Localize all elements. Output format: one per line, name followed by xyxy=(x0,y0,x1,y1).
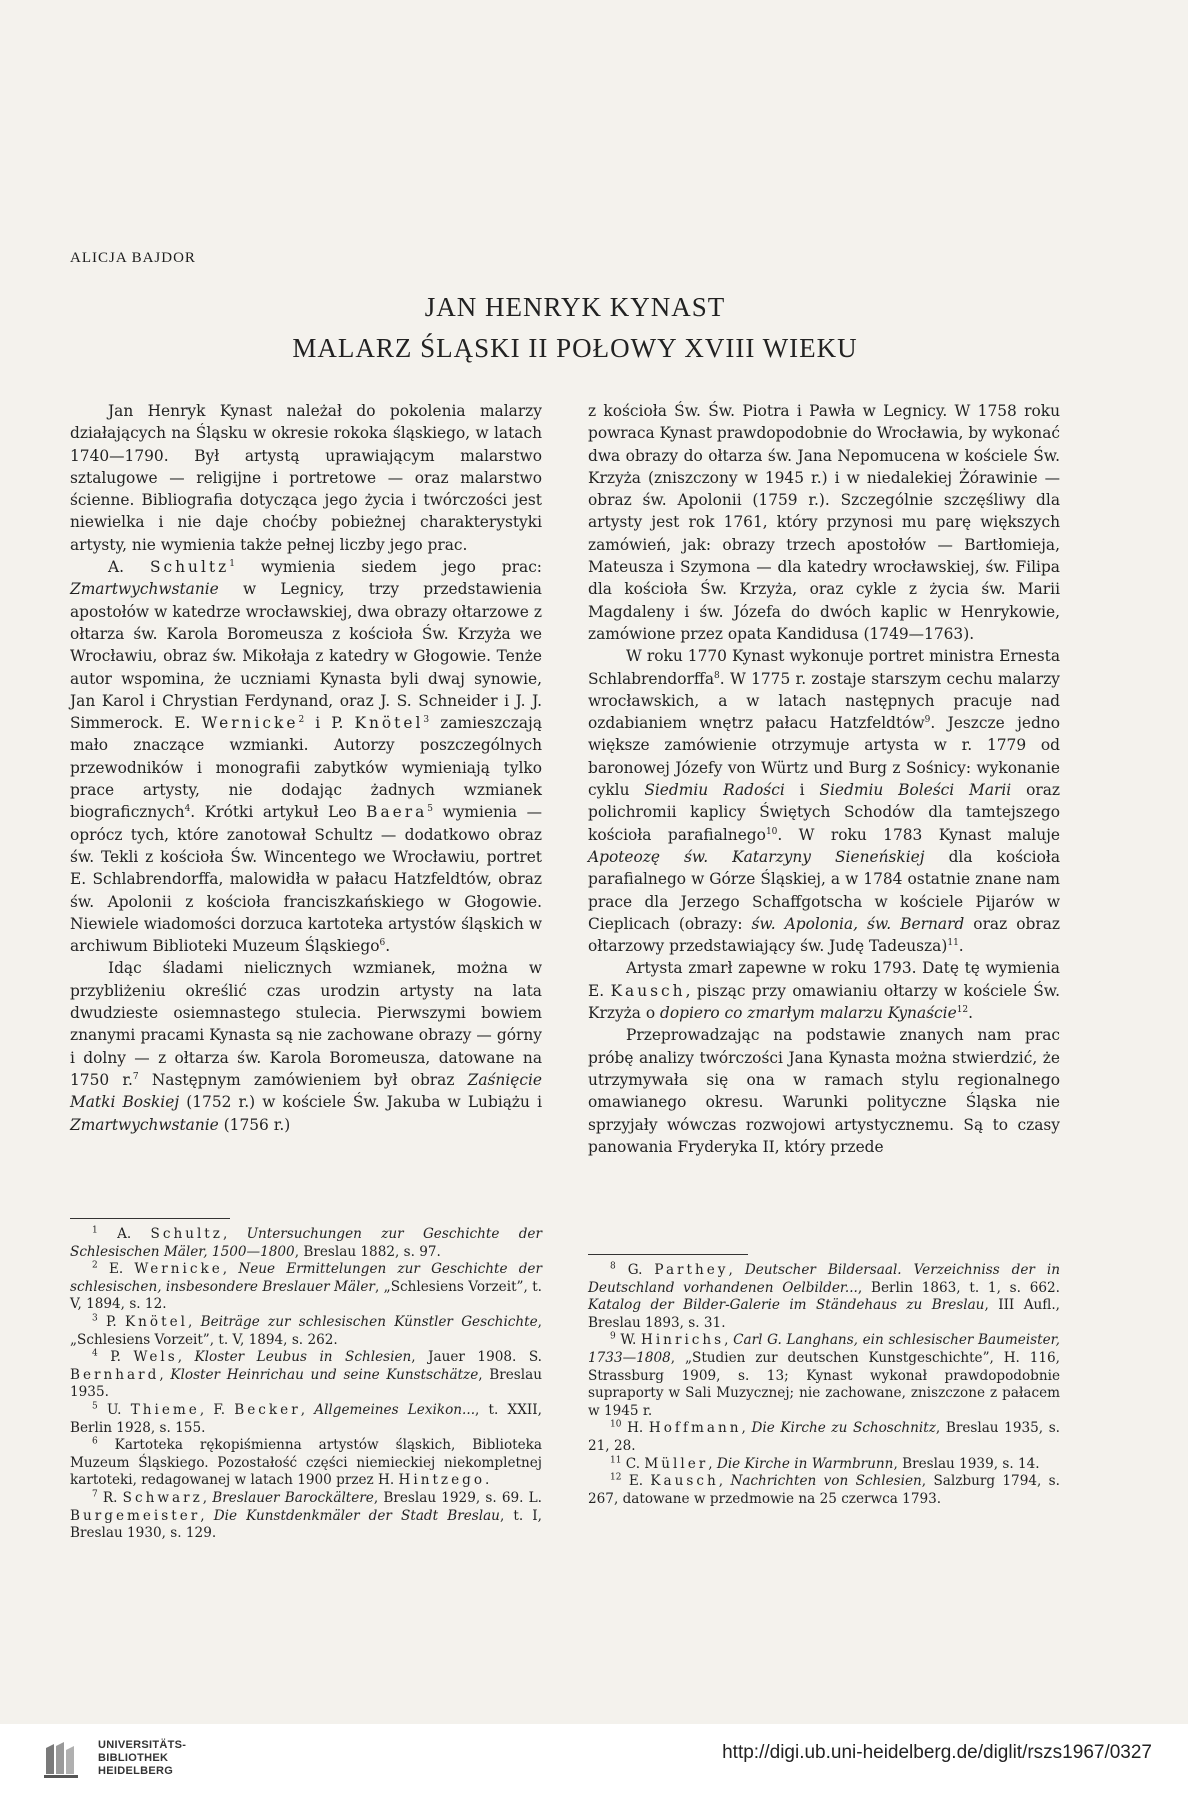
left-column xyxy=(70,400,542,1136)
right-column xyxy=(588,400,1060,1158)
footnote: $^1$ A. Schultz, Untersuchungen zur Geschichte der Schlesischen Mäler, 1500—1800, Breslau 1882, s. 97. xyxy=(70,1225,542,1260)
library-name: UNIVERSITÄTS- BIBLIOTHEK HEIDELBERG xyxy=(98,1739,187,1777)
footnote: $^5$ U. Thieme, F. Becker, Allgemeines Lexikon..., t. XXII, Berlin 1928, s. 155. xyxy=(70,1401,542,1436)
paragraph: Jan Henryk Kynast należał do pokolenia malarzy działających na Śląsku w okresie rokoka śląskiego, w latach 1740—1790. Był artystą uprawiającym malarstwo sztalugowe — religijne i portretowe — oraz malarstwo ścienne. Bibliografia dotycząca jego życia i twórczości jest niewielka i nie daje choćby pobieżnej charakterystyki artysty, nie wymienia także pełnej liczby jego prac. xyxy=(70,402,542,554)
footnote: $^3$ P. Knötel, Beiträge zur schlesischen Künstler Geschichte, „Schlesiens Vorzeit”, t. V, 1894, s. 262. xyxy=(70,1313,542,1348)
paragraph: z kościoła Św. Św. Piotra i Pawła w Legnicy. W 1758 roku powraca Kynast prawdopodobnie do Wrocławia, by wykonać dwa obrazy do ołtarza św. Jana Nepomucena w kościele Św. Krzyża (zniszczony w 1945 r.) i w niedalekiej Żórawinie — obraz św. Apolonii (1759 r.). Szczególnie szczęśliwy dla artysty jest rok 1761, który przynosi mu parę większych zamówień, jak: obrazy trzech apostołów — Bartłomieja, Mateusza i Szymona — dla katedry wrocławskiej, św. Filipa dla kościoła Św. Krzyża, oraz cykle z życia św. Marii Magdaleny i św. Józefa do dwóch kaplic w Henrykowie, zamówione przez opata Kandidusa (1749—1763). xyxy=(588,402,1060,643)
footnote: $^7$ R. Schwarz, Breslauer Barockältere, Breslau 1929, s. 69. L. Burgemeister, Die Kunstdenkmäler der Stadt Breslau, t. I, Breslau 1930, s. 129. xyxy=(70,1489,542,1542)
footnote: $^{12}$ E. Kausch, Nachrichten von Schlesien, Salzburg 1794, s. 267, datowane w przedmowie na 25 czerwca 1793. xyxy=(588,1472,1060,1507)
permalink-url[interactable]: http://digi.ub.uni-heidelberg.de/diglit/rszs1967/0327 xyxy=(722,1742,1152,1763)
footnote: $^8$ G. Parthey, Deutscher Bildersaal. Verzeichniss der in Deutschland vorhandenen Oelbilder..., Berlin 1863, t. 1, s. 662. Katalog der Bilder-Galerie im Ständehaus zu Breslau, III Aufl., Breslau 1893, s. 31. xyxy=(588,1261,1061,1331)
article-subtitle: MALARZ ŚLĄSKI II POŁOWY XVIII WIEKU xyxy=(292,333,858,363)
footnote: $^{11}$ C. Müller, Die Kirche in Warmbrunn, Breslau 1939, s. 14. xyxy=(610,1455,1040,1472)
university-library-logo-icon xyxy=(40,1738,84,1782)
footnote: $^2$ E. Wernicke, Neue Ermittelungen zur Geschichte der schlesischen, insbesondere Breslauer Mäler, „Schlesiens Vorzeit”, t. V, 1894, s. 12. xyxy=(70,1260,542,1313)
footnote-rule xyxy=(588,1254,748,1255)
author-name: ALICJA BAJDOR xyxy=(70,250,196,266)
footnotes-right xyxy=(588,1262,1060,1508)
footnotes-left xyxy=(70,1226,542,1543)
footnote: $^{10}$ H. Hoffmann, Die Kirche zu Schoschnitz, Breslau 1935, s. 21, 28. xyxy=(588,1419,1061,1454)
viewer-footer xyxy=(0,1724,1188,1795)
paragraph: Idąc śladami nielicznych wzmianek, można w przybliżeniu określić czas urodzin artysty na lata dwudzieste osiemnastego stulecia. Pierwszymi bowiem znanymi pracami Kynasta są nie zachowane obrazy — górny i dolny — z ołtarza św. Karola Boromeusza, datowane na 1750 r.$^7$ Następnym zamówieniem był obraz Zaśnięcie Matki Boskiej (1752 r.) w kościele Św. Jakuba w Lubiążu i Zmartwychwstanie (1756 r.) xyxy=(70,959,543,1134)
paragraph: Artysta zmarł zapewne w roku 1793. Datę tę wymienia E. Kausch, pisząc przy omawianiu ołtarzy w kościele Św. Krzyża o dopiero co zmarłym malarzu Kynaście$^{12}$. xyxy=(588,959,1060,1023)
paragraph: A. Schultz$^1$ wymienia siedem jego prac: Zmartwychwstanie w Legnicy, trzy przedstawienia apostołów w katedrze wrocławskiej, dwa obrazy ołtarzowe z ołtarza św. Karola Boromeusza z kościoła Św. Krzyża we Wrocławiu, obraz św. Mikołaja z katedry w Głogowie. Tenże autor wspomina, że uczniami Kynasta byli dwaj synowie, Jan Karol i Chrystian Ferdynand, oraz J. S. Schneider i J. J. Simmerock. E. Wernicke$^2$ i P. Knötel$^3$ zamieszczają mało znaczące wzmianki. Autorzy poszczególnych przewodników i monografii zabytków wymieniają tylko prace artysty, nie dodając żadnych wzmianek biograficznych$^4$. Krótki artykuł Leo Baera$^5$ wymienia — oprócz tych, które zanotował Schultz — dodatkowo obraz św. Tekli z kościoła Św. Wincentego we Wrocławiu, portret E. Schlabrendorffa, malowidła w pałacu Hatzfeldtów, obraz św. Apolonii z kościoła franciszkańskiego w Głogowie. Niewiele wiadomości dorzuca kartoteka artystów śląskich w archiwum Biblioteki Muzeum Śląskiego$^6$. xyxy=(70,558,542,956)
footnote: $^4$ P. Wels, Kloster Leubus in Schlesien, Jauer 1908. S. Bernhard, Kloster Heinrichau und seine Kunstschätze, Breslau 1935. xyxy=(70,1348,542,1401)
article-title: JAN HENRYK KYNAST xyxy=(424,292,726,322)
paragraph: W roku 1770 Kynast wykonuje portret ministra Ernesta Schlabrendorffa$^8$. W 1775 r. zostaje starszym cechu malarzy wrocławskich, a w latach następnych pracuje nad ozdabianiem wnętrz pałacu Hatzfeldtów$^9$. Jeszcze jedno większe zamówienie otrzymuje artysta w r. 1779 od baronowej Józefy von Würtz und Burg z Sośnicy: wykonanie cyklu Siedmiu Radości i Siedmiu Boleści Marii oraz polichromii kaplicy Świętych Schodów dla tamtejszego kościoła parafialnego$^{10}$. W roku 1783 Kynast maluje Apoteozę św. Katarzyny Sieneńskiej dla kościoła parafialnego w Górze Śląskiej, a w 1784 ostatnie znane nam prace dla Jerzego Schaffgotscha w kościele Pijarów w Cieplicach (obrazy: św. Apolonia, św. Bernard oraz obraz ołtarzowy przedstawiający św. Judę Tadeusza)$^{11}$. xyxy=(588,647,1060,956)
footnote: $^6$ Kartoteka rękopiśmienna artystów śląskich, Biblioteka Muzeum Śląskiego. Pozostałość części niemieckiej niekompletnej kartoteki, redagowanej w latach 1900 przez H. Hintzego. xyxy=(70,1436,542,1489)
paragraph: Przeprowadzając na podstawie znanych nam prac próbę analizy twórczości Jana Kynasta można stwierdzić, że utrzymywała się ona w ramach stylu regionalnego omawianego okresu. Warunki polityczne Śląska nie sprzyjały wówczas rozwojowi artystycznemu. Są to czasy panowania Fryderyka II, który przede xyxy=(588,1026,1060,1156)
footnote: $^9$ W. Hinrichs, Carl G. Langhans, ein schlesischer Baumeister, 1733—1808, „Studien zur deutschen Kunstgeschichte”, H. 116, Strassburg 1909, s. 13; Kynast wykonał prawdopodobnie supraporty w Sali Muzycznej; nie zachowane, zniszczone z pałacem w 1945 r. xyxy=(588,1331,1060,1419)
footnote-rule xyxy=(70,1218,230,1219)
